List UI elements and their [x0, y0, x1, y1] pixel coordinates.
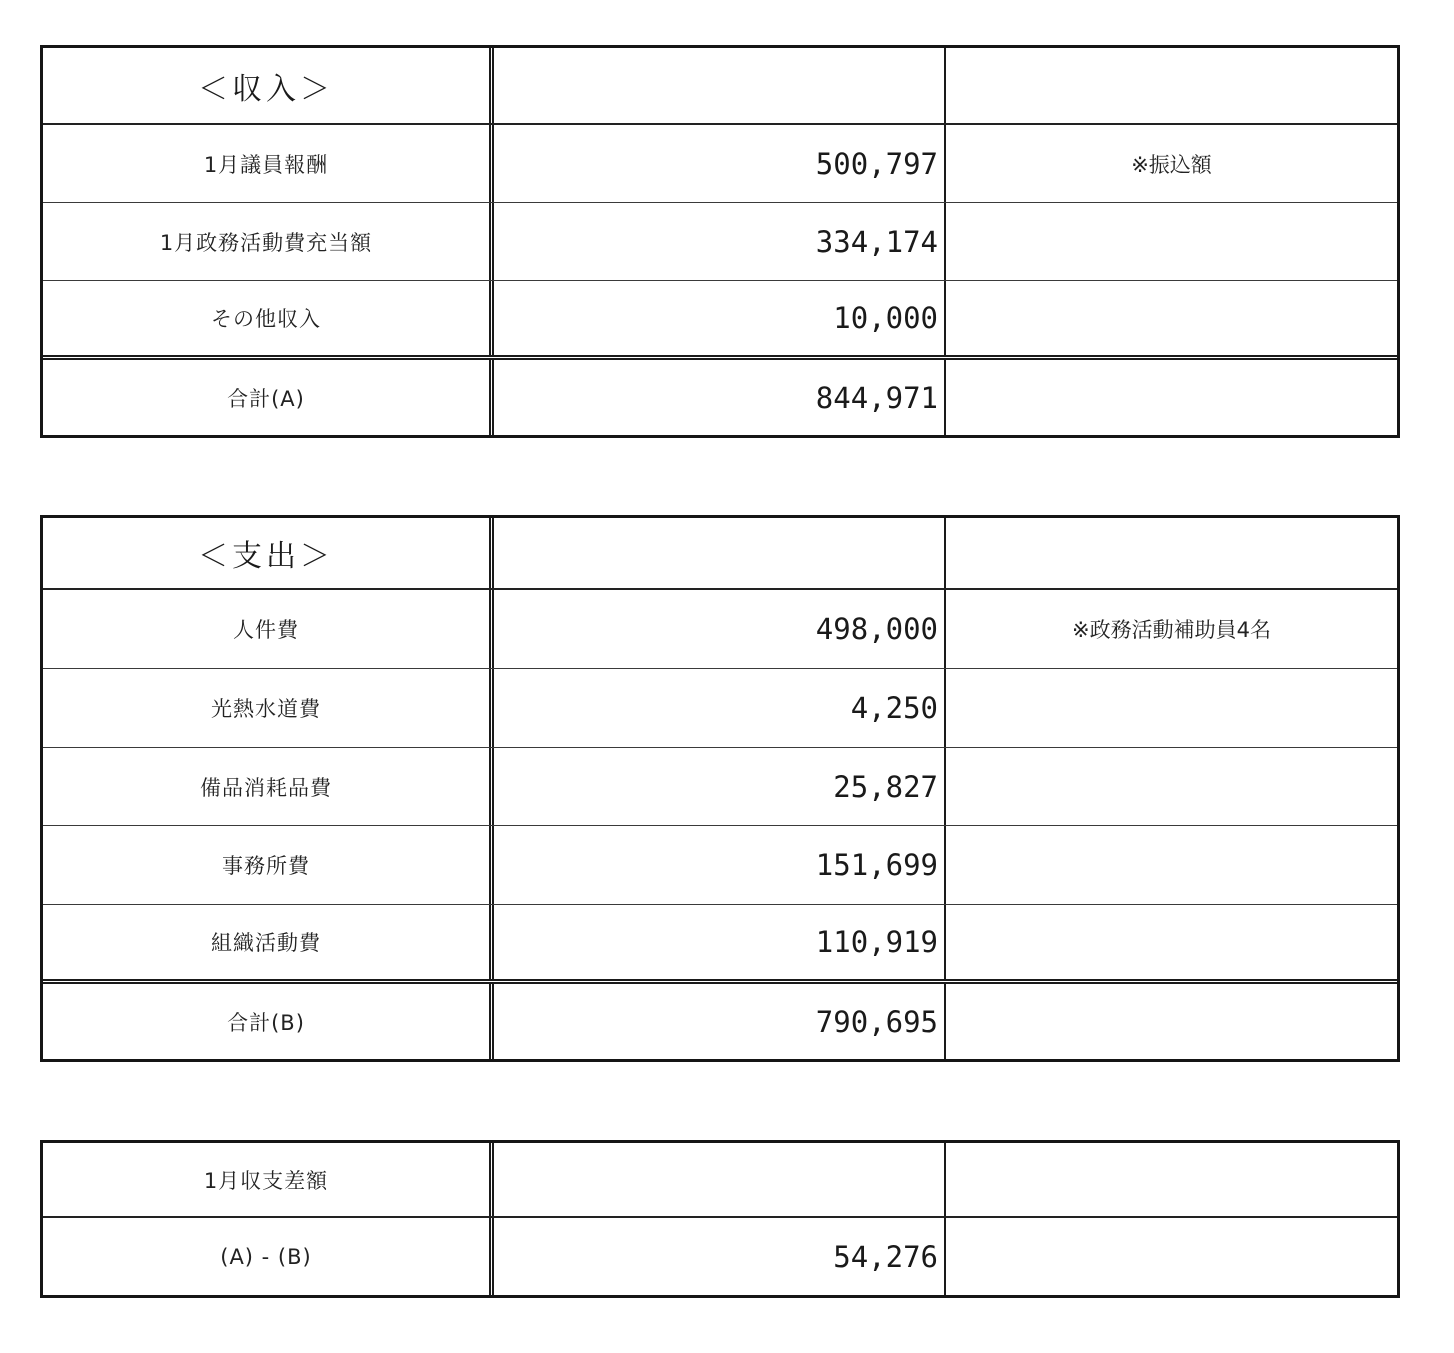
- amount-cell: [494, 590, 946, 668]
- row-label: 備品消耗品費: [200, 775, 332, 800]
- row-label: 1月政務活動費充当額: [159, 230, 373, 255]
- amount-cell: [494, 669, 946, 747]
- note-cell: [946, 1143, 1397, 1216]
- row-note: ※振込額: [1131, 152, 1212, 177]
- note-cell: [946, 281, 1397, 355]
- amount-cell: [494, 1143, 946, 1216]
- table-row: [43, 281, 1397, 360]
- income-header-cell: [43, 48, 494, 123]
- income-section-title: ＜収入＞: [198, 71, 334, 107]
- note-cell: [946, 203, 1397, 280]
- note-cell: [946, 125, 1397, 202]
- expenditure-section-title: ＜支出＞: [198, 539, 334, 574]
- amount-cell: [494, 281, 946, 355]
- table-row: [43, 203, 1397, 281]
- label-cell: [43, 125, 494, 202]
- label-cell: [43, 669, 494, 747]
- label-cell: [43, 905, 494, 979]
- note-cell: [946, 905, 1397, 979]
- table-row: [43, 826, 1397, 905]
- row-amount: 10,000: [833, 301, 938, 335]
- income-total-row: [43, 360, 1397, 435]
- row-amount: 151,699: [815, 848, 938, 882]
- amount-cell: [494, 984, 946, 1059]
- row-label: 事務所費: [222, 854, 310, 878]
- balance-label: (A) - (B): [220, 1244, 312, 1269]
- row-label: 人件費: [233, 618, 299, 642]
- total-amount: 790,695: [815, 1004, 938, 1039]
- balance-table: [40, 1140, 1400, 1298]
- note-cell: [946, 984, 1397, 1059]
- amount-cell: [494, 905, 946, 979]
- amount-cell: [494, 748, 946, 825]
- row-amount: 110,919: [815, 925, 938, 959]
- balance-row: [43, 1218, 1397, 1295]
- row-label: 1月議員報酬: [203, 152, 329, 177]
- row-amount: 500,797: [815, 146, 938, 181]
- balance-title: 1月収支差額: [203, 1168, 329, 1193]
- label-cell: [43, 826, 494, 904]
- income-table: [40, 45, 1400, 438]
- row-label: その他収入: [211, 307, 321, 331]
- label-cell: [43, 360, 494, 435]
- row-amount: 498,000: [815, 612, 938, 646]
- row-label: 光熱水道費: [211, 697, 321, 721]
- table-row: [43, 669, 1397, 748]
- income-header-note-cell: [946, 48, 1397, 123]
- amount-cell: [494, 1218, 946, 1295]
- row-amount: 4,250: [850, 691, 938, 725]
- label-cell: [43, 203, 494, 280]
- label-cell: [43, 590, 494, 668]
- label-cell: [43, 281, 494, 355]
- total-amount: 844,971: [815, 380, 938, 415]
- table-row: [43, 905, 1397, 984]
- row-note: ※政務活動補助員4名: [1072, 618, 1271, 642]
- balance-header-row: [43, 1143, 1397, 1218]
- amount-cell: [494, 360, 946, 435]
- expenditure-header-amount-cell: [494, 518, 946, 588]
- expenditure-table: [40, 515, 1400, 1062]
- note-cell: [946, 669, 1397, 747]
- expenditure-total-row: [43, 984, 1397, 1059]
- row-label: 組織活動費: [211, 931, 321, 955]
- amount-cell: [494, 203, 946, 280]
- expenditure-header-row: [43, 518, 1397, 590]
- label-cell: [43, 1218, 494, 1295]
- table-row: [43, 590, 1397, 669]
- note-cell: [946, 1218, 1397, 1295]
- expenditure-header-cell: [43, 518, 494, 588]
- expenditure-header-note-cell: [946, 518, 1397, 588]
- total-label: 合計(A): [227, 386, 305, 411]
- total-label: 合計(B): [227, 1010, 305, 1035]
- note-cell: [946, 360, 1397, 435]
- label-cell: [43, 748, 494, 825]
- row-amount: 25,827: [833, 769, 938, 804]
- label-cell: [43, 1143, 494, 1216]
- amount-cell: [494, 125, 946, 202]
- income-header-row: [43, 48, 1397, 125]
- table-row: [43, 125, 1397, 203]
- note-cell: [946, 590, 1397, 668]
- note-cell: [946, 748, 1397, 825]
- row-amount: 334,174: [815, 224, 938, 259]
- note-cell: [946, 826, 1397, 904]
- label-cell: [43, 984, 494, 1059]
- table-row: [43, 748, 1397, 826]
- balance-amount: 54,276: [833, 1239, 938, 1274]
- income-header-amount-cell: [494, 48, 946, 123]
- amount-cell: [494, 826, 946, 904]
